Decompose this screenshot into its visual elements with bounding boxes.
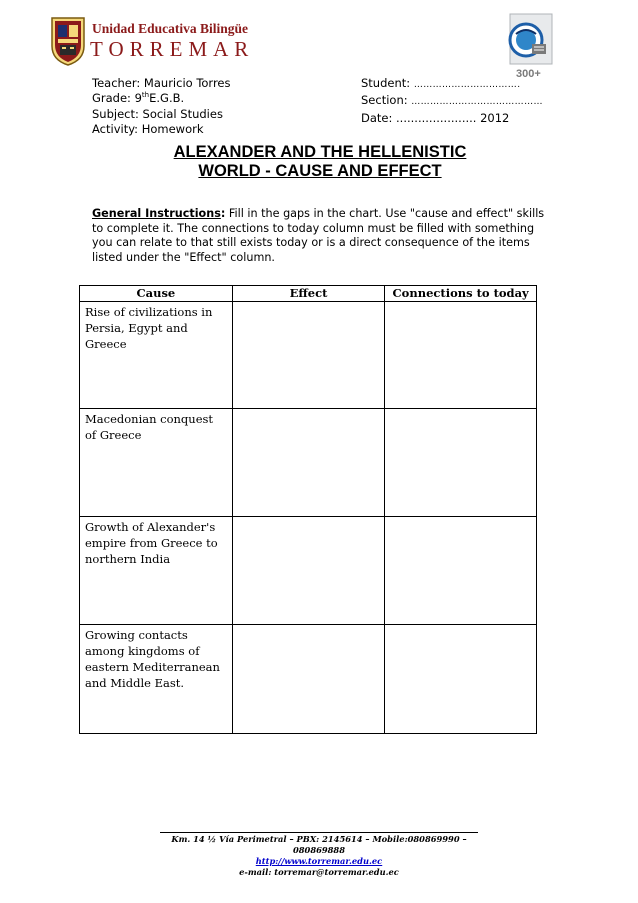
- date-blank[interactable]: ......................: [396, 110, 477, 125]
- connection-cell[interactable]: [385, 517, 537, 625]
- cause-cell: Growth of Alexander's empire from Greece to northern India: [80, 517, 233, 625]
- info-right-block: [361, 76, 543, 126]
- cause-cell: Macedonian conquest of Greece: [80, 409, 233, 517]
- header-cause: Cause: [80, 286, 233, 302]
- school-name-line2: TORREMAR: [90, 37, 255, 61]
- certification-badge: 300+: [516, 68, 541, 80]
- student-label: Student:: [361, 76, 411, 90]
- school-crest-icon: [50, 16, 86, 66]
- instructions-body: Fill in the gaps in the chart. Use "cause and effect" skills to complete it. The connections to today column must be filled with something you can relate to that still exists today or is a direct consequence of the items listed under the "Effect" column.: [92, 207, 545, 264]
- footer-divider: [160, 832, 478, 833]
- page-title: [90, 143, 550, 181]
- grade-prefix: Grade: 9: [92, 91, 142, 106]
- section-blank[interactable]: ……………………………………: [411, 97, 543, 108]
- table-row: [80, 409, 537, 517]
- section-line: [361, 93, 543, 110]
- instructions-colon: :: [220, 207, 226, 220]
- connection-cell[interactable]: [385, 302, 537, 409]
- header-connections: Connections to today: [385, 286, 537, 302]
- certification-logo: [502, 12, 554, 80]
- effect-cell[interactable]: [232, 625, 385, 734]
- cause-effect-table: [79, 285, 537, 734]
- table-header-row: [80, 286, 537, 302]
- page-footer: [160, 834, 478, 878]
- grade-line: [92, 91, 231, 106]
- info-left-block: [92, 76, 231, 137]
- effect-cell[interactable]: [232, 517, 385, 625]
- connection-cell[interactable]: [385, 625, 537, 734]
- certification-seal-icon: [502, 12, 554, 68]
- date-label: Date:: [361, 110, 393, 125]
- footer-website-link[interactable]: http://www.torremar.edu.ec: [255, 856, 383, 866]
- subject-line: Subject: Social Studies: [92, 106, 223, 121]
- student-blank[interactable]: …………………………….: [413, 80, 521, 90]
- table-row: [80, 625, 537, 734]
- title-line1: ALEXANDER AND THE HELLENISTIC: [173, 143, 467, 161]
- footer-email: e-mail: torremar@torremar.edu.ec: [239, 867, 399, 877]
- date-line: [361, 111, 543, 126]
- teacher-line: Teacher: Mauricio Torres: [92, 76, 231, 90]
- connection-cell[interactable]: [385, 409, 537, 517]
- grade-suffix: E.G.B.: [149, 91, 185, 106]
- cause-cell: Rise of civilizations in Persia, Egypt and Greece: [80, 302, 233, 409]
- activity-line: Activity: Homework: [92, 121, 204, 136]
- effect-cell[interactable]: [232, 302, 385, 409]
- table-row: [80, 517, 537, 625]
- title-line2: WORLD - CAUSE AND EFFECT: [198, 162, 442, 180]
- section-label: Section:: [361, 93, 408, 108]
- school-logo: [50, 16, 255, 66]
- student-line: [361, 76, 543, 93]
- date-year: 2012: [480, 110, 510, 125]
- grade-superscript: th: [141, 91, 150, 100]
- general-instructions: [92, 207, 552, 265]
- effect-cell[interactable]: [232, 409, 385, 517]
- footer-address: Km. 14 ½ Vía Perimetral – PBX: 2145614 – Mobile:080869990 – 080869888: [171, 834, 467, 855]
- instructions-heading: General Instructions: [92, 207, 221, 220]
- table-row: [80, 302, 537, 409]
- header-effect: Effect: [232, 286, 385, 302]
- school-name-line1: Unidad Educativa Bilingüe: [92, 21, 249, 36]
- cause-cell: Growing contacts among kingdoms of eastern Mediterranean and Middle East.: [80, 625, 233, 734]
